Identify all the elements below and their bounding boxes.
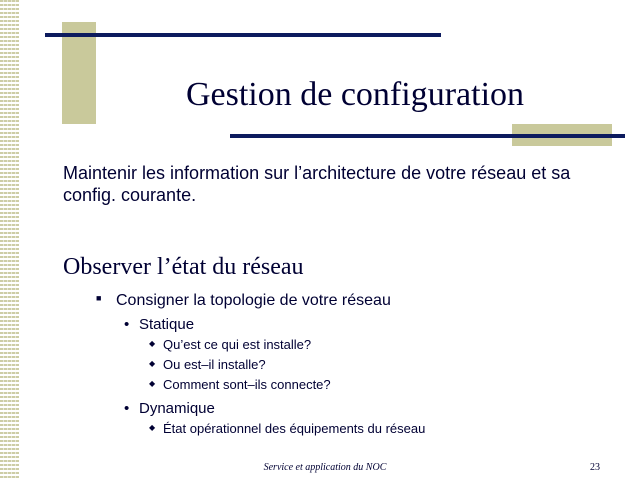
decorative-stripes bbox=[0, 0, 19, 480]
list-item-label: Dynamique bbox=[139, 400, 215, 417]
olive-accent-top bbox=[62, 22, 96, 124]
square-bullet-icon: ■ bbox=[96, 293, 102, 303]
list-item-label: Ou est–il installe? bbox=[163, 357, 266, 372]
intro-paragraph: Maintenir les information sur l’architecture de votre réseau et sa config. courante. bbox=[63, 163, 571, 205]
list-item-label: Consigner la topologie de votre réseau bbox=[116, 292, 391, 309]
list-item-label: Comment sont–ils connecte? bbox=[163, 377, 331, 392]
slide-footer: Service et application du NOC bbox=[263, 462, 387, 473]
section-heading: Observer l’état du réseau bbox=[63, 254, 304, 280]
list-item-label: État opérationnel des équipements du réseau bbox=[163, 421, 426, 436]
list-item-label: Statique bbox=[139, 316, 195, 333]
diamond-bullet-icon: ◆ bbox=[149, 339, 156, 348]
page-number: 23 bbox=[590, 462, 600, 473]
diamond-bullet-icon: ◆ bbox=[149, 423, 156, 432]
navy-rule-top bbox=[45, 33, 441, 37]
dot-bullet-icon: • bbox=[124, 316, 130, 333]
diamond-bullet-icon: ◆ bbox=[149, 379, 156, 388]
diamond-bullet-icon: ◆ bbox=[149, 359, 156, 368]
slide-title: Gestion de configuration bbox=[185, 76, 525, 113]
navy-rule-bottom bbox=[230, 134, 625, 138]
dot-bullet-icon: • bbox=[124, 400, 130, 417]
list-item-label: Qu’est ce qui est installe? bbox=[163, 337, 312, 352]
